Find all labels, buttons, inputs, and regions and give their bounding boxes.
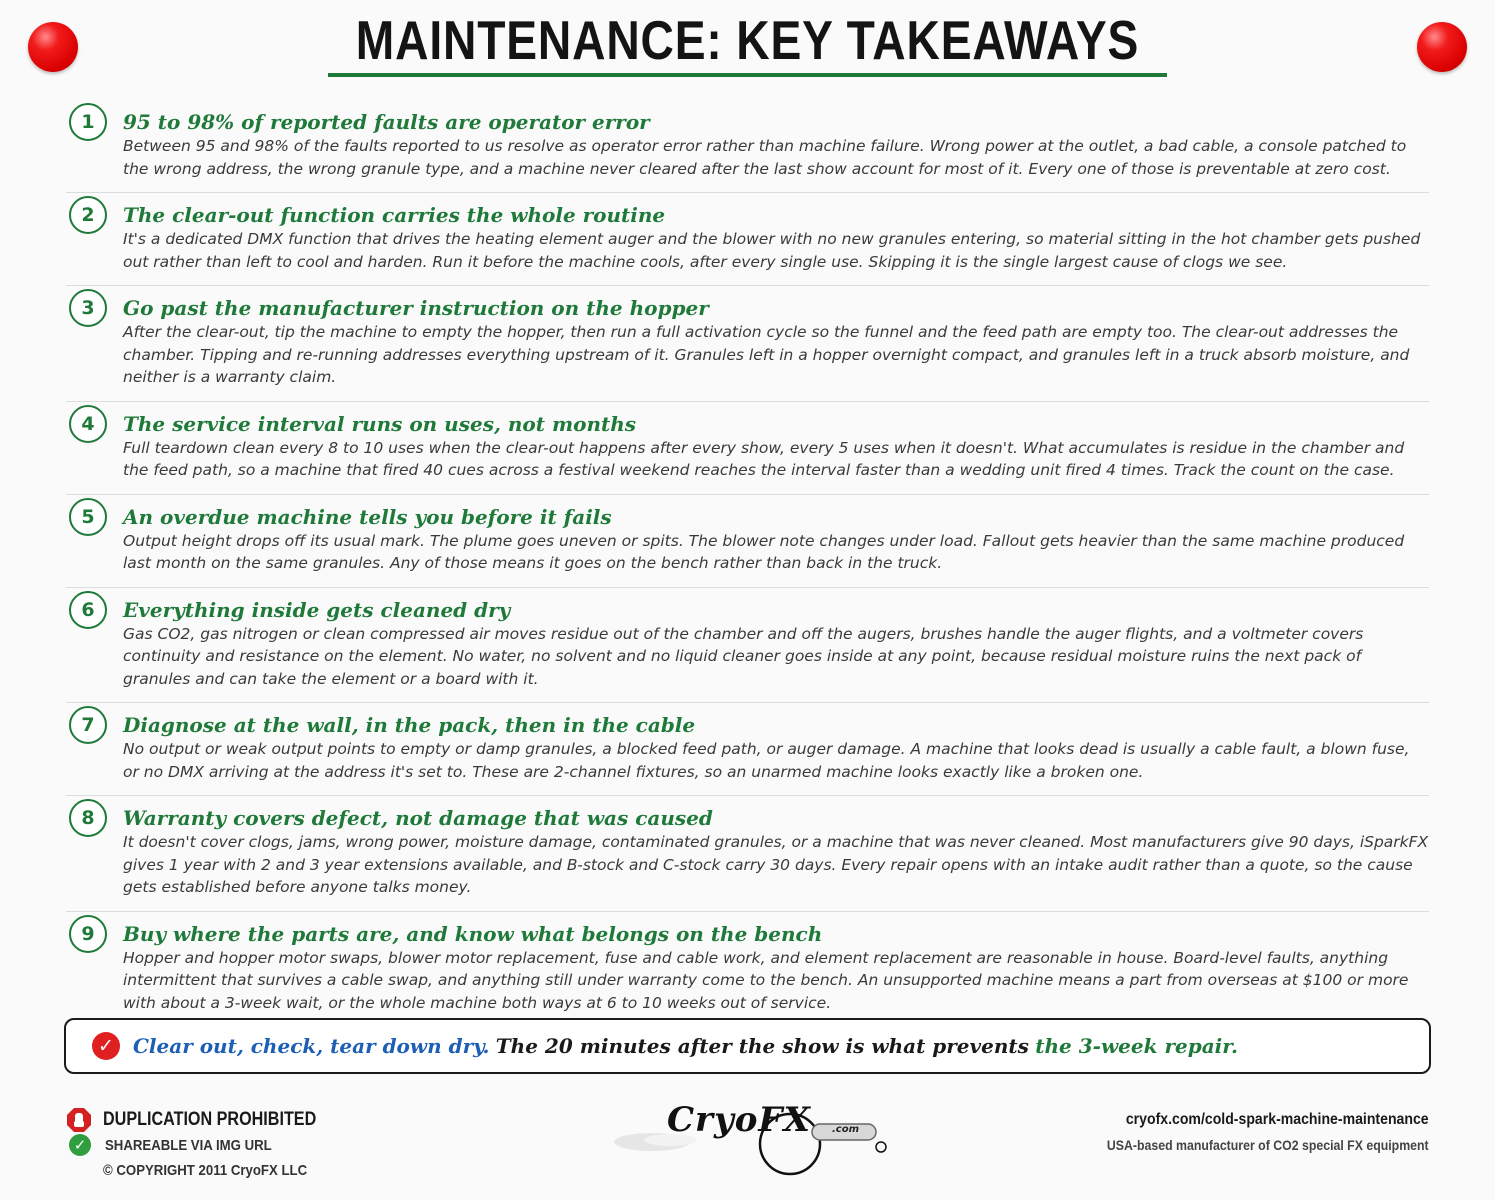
title-underline: [328, 73, 1167, 77]
item-body: Full teardown clean every 8 to 10 uses when the clear-out happens after every show, every 5 uses when it doesn't. What accumulates is residue in the chamber and the feed path, so a machine that fired 40 cues across a festival weekend reaches the interval faster than a wedding unit fired 4 times. Track the count on the case.: [123, 438, 1405, 479]
item-number-badge: 7: [69, 706, 107, 744]
item-body: Gas CO2, gas nitrogen or clean compressed air moves residue out of the chamber and off the augers, brushes handle the auger flights, and a voltmeter covers continuity and resistance on the element. No water, no solvent and no liquid cleaner goes inside at any point, because residual moisture ruins the next pack of granules and can take the element or a board with it.: [123, 624, 1364, 688]
takeaway-item: [66, 402, 1429, 495]
item-body: Hopper and hopper motor swaps, blower motor replacement, fuse and cable work, and element replacement are reasonable in house. Board-level faults, anything intermittent that survives a cable swap, and anything still under warranty come to the bench. An unsupported machine means a part from overseas at $100 or more with about a 3-week wait, or the whole machine both ways at 6 to 10 weeks out of service.: [123, 948, 1409, 1012]
red-pin-right-icon: [1417, 22, 1467, 72]
item-body: No output or weak output points to empty or damp granules, a blocked feed path, or auger damage. A machine that looks dead is usually a cable fault, a blown fuse, or no DMX arriving at the address it's set to. These are 2-channel fixtures, so an unarmed machine looks exactly like a broken one.: [123, 740, 1410, 781]
item-heading: Warranty covers defect, not damage that was caused: [123, 806, 713, 830]
callout-emphasis: Clear out, check, tear down dry.: [133, 1034, 490, 1058]
item-heading: 95 to 98% of reported faults are operator error: [123, 110, 650, 134]
logo-suffix: .com: [832, 1124, 860, 1135]
takeaway-item: [66, 193, 1429, 286]
item-heading: Go past the manufacturer instruction on the hopper: [123, 296, 709, 320]
item-body: It's a dedicated DMX function that drives the heating element auger and the blower with no new granules entering, so material sitting in the hot chamber gets pushed out rather than left to cool and harden. Run it before the machine cools, after every single use. Skipping it is the single largest cause of clogs we see.: [123, 230, 1421, 271]
red-pin-left-icon: [28, 22, 78, 72]
takeaways-list: [66, 100, 1429, 1026]
item-heading: Everything inside gets cleaned dry: [123, 597, 511, 622]
stop-hand-icon: [66, 1107, 92, 1133]
footer-info: [1063, 1111, 1429, 1153]
item-number-badge: 2: [69, 196, 107, 234]
item-heading: Buy where the parts are, and know what belongs on the bench: [123, 921, 823, 946]
shareable-notice: SHAREABLE VIA IMG URL: [105, 1136, 272, 1154]
takeaway-item: [66, 286, 1429, 402]
item-heading: An overdue machine tells you before it fails: [123, 504, 612, 529]
logo-wordmark: CryoFX: [667, 1100, 811, 1140]
item-body: Between 95 and 98% of the faults reported to us resolve as operator error rather than machine failure. Wrong power at the outlet, a bad cable, a console patched to the wrong address, the wrong granule type, and a machine never cleared after the last show account for most of it. Every one of those is preventable at zero cost.: [123, 137, 1407, 178]
footer-notices: [66, 1108, 354, 1183]
takeaway-item: [66, 588, 1429, 704]
takeaway-item: [66, 495, 1429, 588]
copyright-notice: © COPYRIGHT 2011 CryoFX LLC: [103, 1161, 308, 1179]
item-number-badge: 4: [69, 405, 107, 443]
duplication-notice: DUPLICATION PROHIBITED: [103, 1109, 317, 1130]
item-number-badge: 3: [69, 289, 107, 327]
item-heading: Diagnose at the wall, in the pack, then in the cable: [123, 713, 696, 737]
item-number-badge: 8: [69, 799, 107, 837]
item-heading: The service interval runs on uses, not months: [123, 411, 637, 436]
item-number-badge: 5: [69, 498, 107, 536]
item-number-badge: 1: [69, 103, 107, 141]
takeaway-item: [66, 703, 1429, 796]
item-number-badge: 6: [69, 591, 107, 629]
page-url: cryofx.com/cold-spark-machine-maintenance: [1126, 1111, 1429, 1128]
green-check-icon: ✓: [69, 1134, 91, 1156]
callout-middle: The 20 minutes after the show is what prevents: [495, 1034, 1029, 1058]
callout-highlight: the 3-week repair.: [1035, 1034, 1238, 1058]
company-tagline: USA-based manufacturer of CO2 special FX equipment: [1107, 1137, 1429, 1153]
callout-text: [133, 1034, 1238, 1058]
cryofx-logo: [612, 1092, 892, 1178]
summary-callout: [64, 1018, 1431, 1074]
item-body: After the clear-out, tip the machine to empty the hopper, then run a full activation cycle so the funnel and the feed path are empty too. The clear-out addresses the chamber. Tipping and re-running addresses everything upstream of it. Granules left in a hopper overnight compact, and granules left in a truck absorb moisture, and neither is a warranty claim.: [123, 323, 1410, 386]
item-body: It doesn't cover clogs, jams, wrong power, moisture damage, contaminated granules, or a machine that was never cleaned. Most manufacturers give 90 days, iSparkFX gives 1 year with 2 and 3 year extensions available, and B-stock and C-stock carry 30 days. Every repair opens with an intake audit rather than a quote, so the cause gets established before anyone talks money.: [123, 833, 1429, 896]
page-title: MAINTENANCE: KEY TAKEAWAYS: [355, 9, 1140, 71]
item-heading: The clear-out function carries the whole routine: [123, 203, 666, 227]
item-number-badge: 9: [69, 915, 107, 953]
item-body: Output height drops off its usual mark. The plume goes uneven or spits. The blower note changes under load. Fallout gets heavier than the same machine produced last month on the same granules. Any of those means it goes on the bench rather than back in the truck.: [123, 531, 1405, 572]
takeaway-item: [66, 796, 1429, 912]
takeaway-item: [66, 912, 1429, 1027]
takeaway-item: [66, 100, 1429, 193]
red-check-icon: ✓: [92, 1032, 120, 1060]
